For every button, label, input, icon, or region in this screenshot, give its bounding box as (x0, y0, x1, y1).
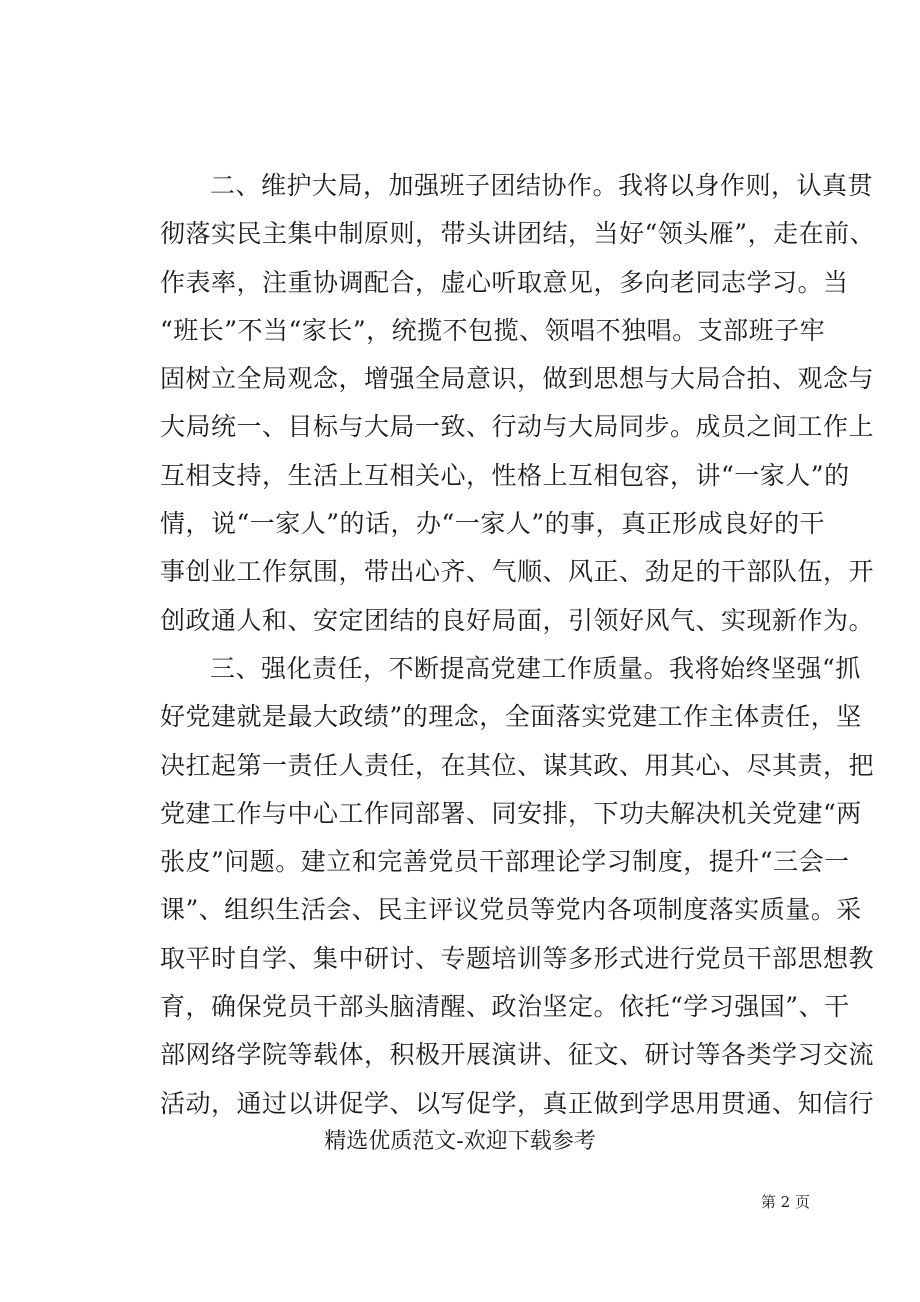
paragraph-line: 张皮”问题。建立和完善党员干部理论学习制度，提升“三会一 (160, 847, 850, 877)
paragraph-line: 创政通人和、安定团结的良好局面，引领好风气、实现新作为。 (160, 605, 875, 635)
paragraph-line: 党建工作与中心工作同部署、同安排，下功夫解决机关党建“两 (160, 798, 862, 828)
paragraph-3 (160, 645, 875, 1128)
paragraph-line: 事创业工作氛围，带出心齐、气顺、风正、劲足的干部队伍，开 (160, 557, 875, 587)
paragraph-line: 大局统一、目标与大局一致、行动与大局同步。成员之间工作上 (160, 412, 875, 442)
body-text (160, 162, 876, 1128)
paragraph-line: 课”、组织生活会、民主评议党员等党内各项制度落实质量。采 (160, 895, 862, 925)
footer-text: 精选优质范文-欢迎下载参考 (324, 1129, 596, 1154)
paragraph-line: 固树立全局观念，增强全局意识，做到思想与大局合拍、观念与 (160, 364, 875, 394)
paragraph-line: 作表率，注重协调配合，虚心听取意见，多向老同志学习。当 (160, 267, 849, 297)
paragraph-line: 决扛起第一责任人责任，在其位、谋其政、用其心、尽其责，把 (160, 750, 875, 780)
page-number: 第 2 页 (760, 1193, 810, 1211)
paragraph-line: 取平时自学、集中研讨、专题培训等多形式进行党员干部思想教 (160, 943, 875, 973)
paragraph-line: 情，说“一家人”的话，办“一家人”的事，真正形成良好的干 (160, 509, 826, 539)
paragraph-line: 部网络学院等载体，积极开展演讲、征文、研讨等各类学习交流 (160, 1040, 875, 1070)
paragraph-line: “班长”不当“家长”，统揽不包揽、领唱不独唱。支部班子牢 (160, 315, 826, 345)
paragraph-line: 彻落实民主集中制原则，带头讲团结，当好“领头雁”，走在前、 (160, 219, 876, 249)
paragraph-line: 三、强化责任，不断提高党建工作质量。我将始终坚强“抓 (210, 653, 861, 683)
paragraph-line: 育，确保党员干部头脑清醒、政治坚定。依托“学习强国”、干 (160, 992, 850, 1022)
paragraph-2 (160, 162, 876, 645)
paragraph-line: 二、维护大局，加强班子团结协作。我将以身作则，认真贯 (210, 171, 874, 200)
paragraph-line: 好党建就是最大政绩”的理念，全面落实党建工作主体责任，坚 (160, 702, 862, 732)
paragraph-line: 活动，通过以讲促学、以写促学，真正做到学思用贯通、知信行 (160, 1088, 875, 1118)
paragraph-line: 互相支持，生活上互相关心，性格上互相包容，讲“一家人”的 (160, 460, 850, 490)
